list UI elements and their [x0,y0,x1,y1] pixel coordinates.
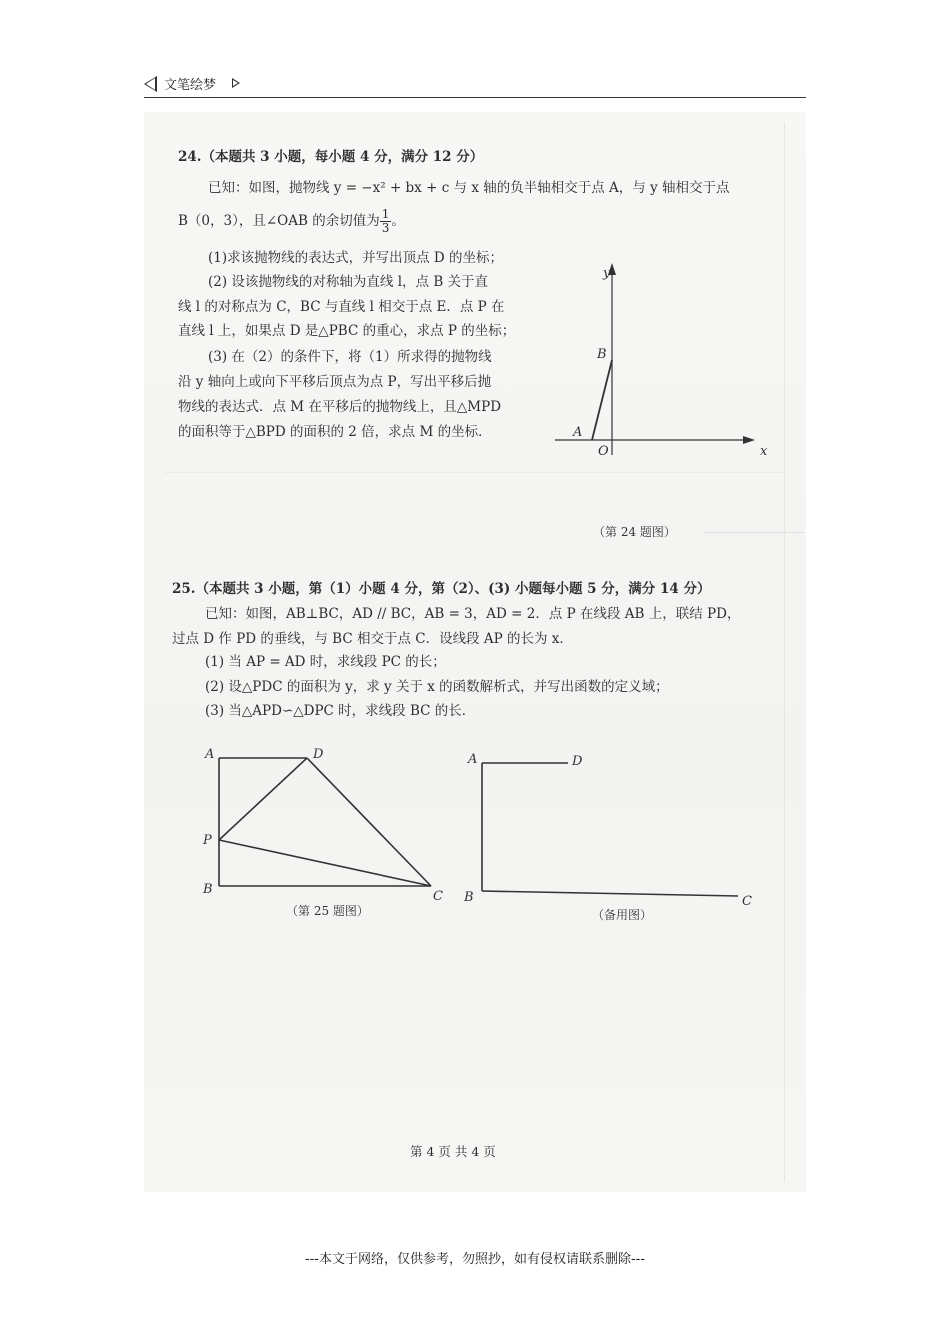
q24-part3-line1: (3) 在（2）的条件下，将（1）所求得的抛物线 [208,349,492,365]
q25-figure-caption: （第 25 题图） [286,904,369,918]
label-b: B [597,347,607,362]
q25-part1: (1) 当 AP = AD 时，求线段 PC 的长； [205,654,446,670]
q24-part3-line2: 沿 y 轴向上或向下平移后顶点为点 P，写出平移后抛 [178,374,492,390]
q24-figure-caption: （第 24 题图） [593,525,676,539]
q25-figure [195,740,460,905]
label-b: B [203,882,213,897]
right-triangle-icon [232,78,240,88]
label-c: C [433,889,443,904]
label-d: D [572,754,583,769]
segment-pc [219,840,431,886]
q24-part2-line3: 直线 l 上，如果点 D 是△PBC 的重心，求点 P 的坐标； [178,323,516,339]
segment-bc [482,891,738,896]
q24-condition: B（0，3），且∠OAB 的余切值为 $\frac{1}{3}$ 。 [178,207,405,235]
segment-ab [592,360,612,440]
q24-figure [545,255,780,470]
label-p: P [203,833,212,848]
label-x: x [760,444,768,459]
q25-backup-caption: （备用图） [592,908,653,922]
label-a: A [205,747,215,762]
q24-part3-line4: 的面积等于△BPD 的面积的 2 倍，求点 M 的坐标． [178,424,492,440]
segment-dc [307,758,431,886]
q24-part2-line1: (2) 设该抛物线的对称轴为直线 l，点 B 关于直 [208,274,489,290]
q24-heading: 24.（本题共 3 小题，每小题 4 分，满分 12 分） [178,149,484,165]
q24-intro: 已知：如图，抛物线 y = −x² + bx + c 与 x 轴的负半轴相交于点 A，与 y 轴相交于点 [208,180,730,196]
fraction-one-third: $\frac{1}{3}$ [381,207,390,235]
page-header [144,74,806,98]
footer-disclaimer: ---本文于网络，仅供参考，勿照抄，如有侵权请联系删除--- [304,1252,646,1267]
label-c: C [742,894,752,909]
q25-backup-figure [460,745,760,910]
label-a: A [468,752,478,767]
left-triangle-icon [144,76,157,92]
label-o: O [598,444,609,459]
label-a: A [573,425,583,440]
label-b: B [464,890,474,905]
q25-part3: (3) 当△APD∽△DPC 时，求线段 BC 的长． [205,703,476,719]
q25-part2: (2) 设△PDC 的面积为 y，求 y 关于 x 的函数解析式，并写出函数的定义域； [205,679,669,695]
q24-part2-line2: 线 l 的对称点为 C，BC 与直线 l 相交于点 E．点 P 在 [178,299,505,315]
q24-part3-line3: 物线的表达式．点 M 在平移后的抛物线上，且△MPD [178,399,502,415]
q25-heading: 25.（本题共 3 小题，第（1）小题 4 分，第（2）、(3) 小题每小题 5 分，满分 14 分） [172,581,711,597]
q25-intro-line1: 已知：如图，AB⊥BC，AD // BC，AB = 3，AD = 2．点 P 在线段 AB 上，联结 PD， [205,606,741,622]
brand-name: 文笔绘梦 [164,78,217,93]
segment-pd [219,758,307,840]
page-number: 第 4 页 共 4 页 [410,1144,496,1159]
label-d: D [313,747,324,762]
q25-intro-line2: 过点 D 作 PD 的垂线，与 BC 相交于点 C．设线段 AP 的长为 x． [172,631,573,647]
x-axis-arrow-icon [743,436,755,444]
q24-part1: (1)求该抛物线的表达式，并写出顶点 D 的坐标； [208,250,504,266]
header-divider [144,97,806,98]
label-y: y [603,266,611,281]
